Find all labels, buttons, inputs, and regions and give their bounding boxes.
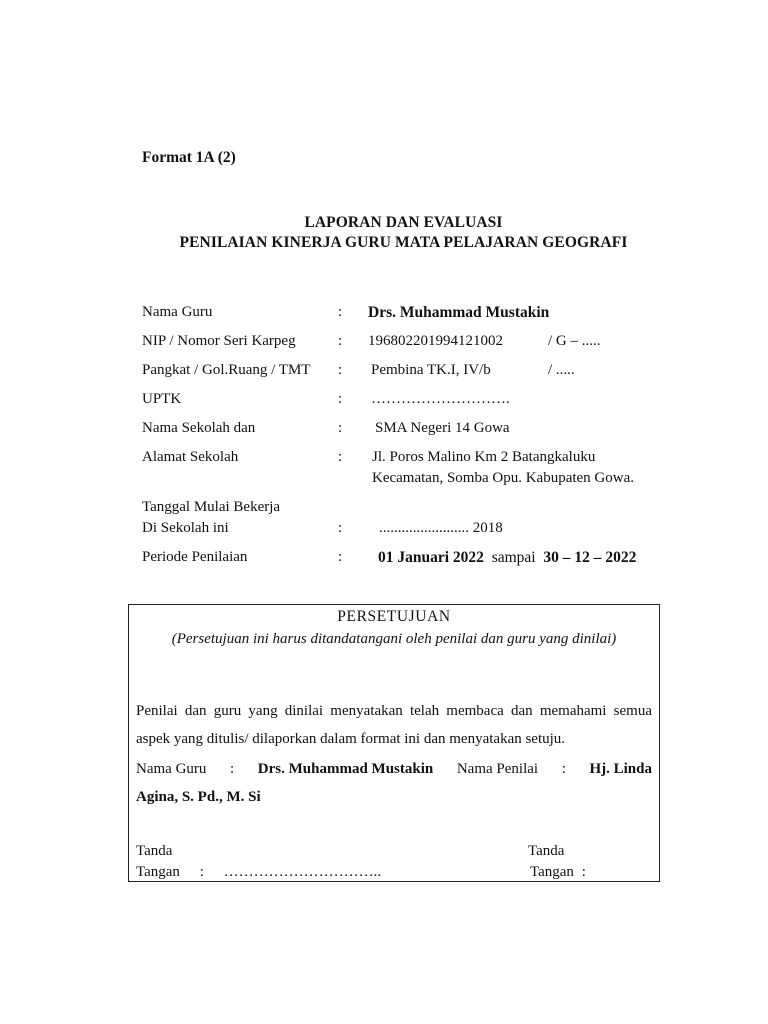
periode-connector: sampai	[491, 549, 536, 566]
sign-left-line-1: Tanda	[136, 843, 173, 859]
format-label: Format 1A (2)	[142, 149, 236, 166]
value-nip-extra: / G – .....	[548, 333, 601, 349]
sign-right-line-1: Tanda	[528, 843, 565, 859]
label-tanggal-line-2: Di Sekolah ini	[142, 520, 229, 536]
colon-nip: :	[338, 333, 343, 349]
label-uptk: UPTK	[142, 391, 182, 407]
sign-left-line-2	[136, 864, 381, 881]
penilai-name-line-1: Hj. Linda	[589, 761, 652, 777]
label-nama-guru: Nama Guru	[142, 304, 213, 320]
names-line	[136, 755, 652, 783]
label-periode: Periode Penilaian	[142, 549, 248, 565]
colon-nama-sekolah: :	[338, 420, 343, 436]
sign-left-dots: …………………………..	[223, 864, 382, 880]
penilai-name-line-2: Agina, S. Pd., M. Si	[136, 789, 261, 805]
value-pangkat: Pembina TK.I, IV/b	[371, 362, 491, 378]
title-line-2: PENILAIAN KINERJA GURU MATA PELAJARAN GEOGRAFI	[179, 234, 628, 251]
colon-uptk: :	[338, 391, 343, 407]
colon-tanggal: :	[338, 520, 343, 536]
value-nip: 196802201994121002	[368, 333, 503, 349]
value-nama-guru: Drs. Muhammad Mustakin	[368, 304, 550, 321]
colon-periode: :	[338, 549, 343, 565]
penilai-colon: :	[561, 761, 566, 777]
periode-start: 01 Januari 2022	[378, 549, 484, 566]
sign-right-colon: :	[581, 864, 586, 880]
sign-left-colon: :	[199, 864, 204, 880]
guru-colon: :	[230, 761, 235, 777]
value-tanggal: ........................ 2018	[379, 520, 503, 536]
persetujuan-names	[136, 755, 652, 811]
penilai-label: Nama Penilai	[456, 761, 539, 777]
label-nip: NIP / Nomor Seri Karpeg	[142, 333, 296, 349]
guru-label: Nama Guru	[136, 761, 207, 777]
colon-nama-guru: :	[338, 304, 343, 320]
document-title	[0, 213, 768, 253]
persetujuan-subtitle: (Persetujuan ini harus ditandatangani oleh penilai dan guru yang dinilai)	[171, 631, 617, 647]
periode-end: 30 – 12 – 2022	[543, 549, 637, 566]
sign-right-label: Tangan	[530, 864, 574, 880]
title-line-1: LAPORAN DAN EVALUASI	[304, 214, 503, 231]
guru-name: Drs. Muhammad Mustakin	[257, 761, 434, 777]
value-alamat-line-1: Jl. Poros Malino Km 2 Batangkaluku	[372, 449, 596, 465]
value-alamat-line-2: Kecamatan, Somba Opu. Kabupaten Gowa.	[372, 470, 635, 486]
colon-pangkat: :	[338, 362, 343, 378]
label-tanggal-line-1: Tanggal Mulai Bekerja	[142, 499, 281, 515]
sign-right-line-2	[530, 864, 586, 881]
colon-alamat: :	[338, 449, 343, 465]
value-uptk: ……………………….	[371, 391, 510, 407]
value-nama-sekolah: SMA Negeri 14 Gowa	[375, 420, 510, 436]
label-nama-sekolah: Nama Sekolah dan	[142, 420, 256, 436]
persetujuan-title: PERSETUJUAN	[337, 608, 451, 625]
label-alamat: Alamat Sekolah	[142, 449, 239, 465]
value-periode	[378, 549, 636, 567]
persetujuan-paragraph: Penilai dan guru yang dinilai menyatakan telah membaca dan memahami semua aspek yang ditulis/ dilaporkan dalam format ini dan menyatakan setuju.	[136, 703, 652, 747]
sign-left-label: Tangan	[136, 864, 180, 880]
label-pangkat: Pangkat / Gol.Ruang / TMT	[142, 362, 311, 378]
persetujuan-box	[128, 604, 660, 882]
value-pangkat-extra: / .....	[548, 362, 575, 378]
